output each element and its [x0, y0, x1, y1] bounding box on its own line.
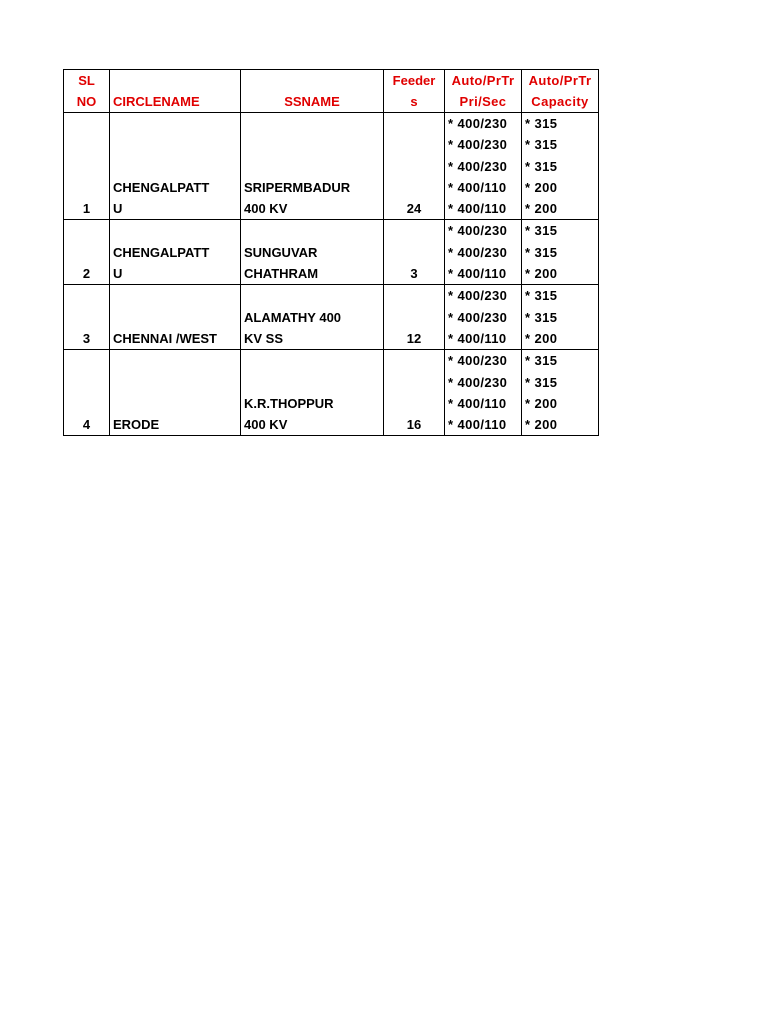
header-ss-label: SSNAME: [284, 94, 340, 109]
circlename-cell[interactable]: [110, 285, 241, 350]
auto-capacity-cell-line: * 315: [525, 353, 558, 369]
auto-capacity-cell-line: * 200: [525, 266, 558, 282]
sl-no-cell[interactable]: [64, 113, 110, 220]
feeders-cell-value: 12: [406, 330, 422, 346]
feeders-cell-value: 24: [406, 201, 422, 217]
circlename-cell-line: CHENGALPATT: [113, 179, 210, 195]
feeders-cell-value: 3: [410, 266, 418, 282]
header-auto-line: Pri/Sec: [459, 94, 507, 109]
ssname-cell-line: CHATHRAM: [244, 266, 319, 282]
auto-pri-sec-cell-line: * 400/230: [448, 137, 508, 153]
header-sl-line: SL: [78, 73, 95, 88]
circlename-cell[interactable]: [110, 113, 241, 220]
header-circle-label: CIRCLENAME: [113, 94, 200, 109]
sl-no-cell-value: 2: [82, 266, 91, 282]
auto-pri-sec-cell-line: * 400/230: [448, 223, 508, 239]
auto-pri-sec-cell-line: * 400/230: [448, 353, 508, 369]
feeders-cell[interactable]: [384, 113, 445, 220]
auto-capacity-cell-line: * 315: [525, 223, 558, 239]
table-row: [64, 285, 599, 350]
header-feeders-line: s: [410, 94, 418, 109]
auto-capacity-cell-line: * 315: [525, 116, 558, 131]
auto-capacity-cell-line: * 200: [525, 201, 558, 217]
auto-capacity-cell-line: * 200: [525, 330, 558, 346]
auto-pri-sec-cell-line: * 400/110: [448, 201, 507, 217]
feeders-cell[interactable]: [384, 220, 445, 285]
ssname-cell[interactable]: [241, 113, 384, 220]
auto-capacity-cell[interactable]: [522, 220, 599, 285]
header-feeders-line: Feeder: [392, 73, 436, 88]
header-ssname[interactable]: [241, 70, 384, 113]
header-sl-line: NO: [76, 94, 97, 109]
ssname-cell-line: 400 KV: [244, 417, 288, 433]
auto-pri-sec-cell[interactable]: [445, 113, 522, 220]
auto-pri-sec-cell-line: * 400/230: [448, 288, 508, 304]
circlename-cell[interactable]: [110, 220, 241, 285]
auto-pri-sec-cell-line: * 400/110: [448, 417, 507, 433]
feeders-cell[interactable]: [384, 285, 445, 350]
auto-pri-sec-cell[interactable]: [445, 350, 522, 436]
header-auto-line: Auto/PrTr: [451, 73, 515, 88]
auto-capacity-cell-line: * 315: [525, 374, 558, 390]
ssname-cell-line: SRIPERMBADUR: [244, 179, 351, 195]
feeders-cell[interactable]: [384, 350, 445, 436]
sl-no-cell-value: 1: [82, 201, 91, 217]
auto-pri-sec-cell-line: * 400/230: [448, 244, 508, 260]
auto-pri-sec-cell-line: * 400/110: [448, 395, 507, 411]
header-sl-no[interactable]: [64, 70, 110, 113]
sl-no-cell[interactable]: [64, 350, 110, 436]
auto-capacity-cell-line: * 315: [525, 137, 558, 153]
ssname-cell[interactable]: [241, 285, 384, 350]
header-capacity-line: Auto/PrTr: [528, 73, 592, 88]
sl-no-cell[interactable]: [64, 285, 110, 350]
header-auto-capacity[interactable]: [522, 70, 599, 113]
header-circlename[interactable]: [110, 70, 241, 113]
circlename-cell-line: CHENGALPATT: [113, 244, 210, 260]
table-row: [64, 350, 599, 436]
sl-no-cell[interactable]: [64, 220, 110, 285]
auto-capacity-cell-line: * 200: [525, 179, 558, 195]
ssname-cell-line: K.R.THOPPUR: [244, 395, 334, 411]
header-auto-pri-sec[interactable]: [445, 70, 522, 113]
auto-capacity-cell-line: * 200: [525, 417, 558, 433]
auto-pri-sec-cell-line: * 400/230: [448, 309, 508, 325]
circlename-cell-line: CHENNAI /WEST: [113, 330, 217, 346]
circlename-cell-line: ERODE: [113, 417, 160, 433]
table-row: [64, 113, 599, 220]
table-body: [64, 113, 599, 436]
header-row: [64, 70, 599, 113]
auto-capacity-cell-line: * 315: [525, 309, 558, 325]
feeders-cell-value: 16: [406, 417, 422, 433]
ssname-cell-line: 400 KV: [244, 201, 288, 217]
circlename-cell[interactable]: [110, 350, 241, 436]
ssname-cell-line: SUNGUVAR: [244, 244, 318, 260]
auto-capacity-cell[interactable]: [522, 285, 599, 350]
auto-capacity-cell-line: * 315: [525, 158, 558, 174]
circlename-cell-line: U: [113, 201, 123, 217]
ssname-cell-line: ALAMATHY 400: [244, 309, 342, 325]
substation-table: [63, 69, 599, 436]
ssname-cell[interactable]: [241, 350, 384, 436]
table-row: [64, 220, 599, 285]
auto-capacity-cell[interactable]: [522, 113, 599, 220]
auto-pri-sec-cell-line: * 400/230: [448, 374, 508, 390]
ssname-cell[interactable]: [241, 220, 384, 285]
sl-no-cell-value: 4: [82, 417, 91, 433]
auto-pri-sec-cell-line: * 400/230: [448, 158, 508, 174]
auto-capacity-cell-line: * 315: [525, 244, 558, 260]
auto-pri-sec-cell-line: * 400/110: [448, 179, 507, 195]
auto-capacity-cell-line: * 200: [525, 395, 558, 411]
sl-no-cell-value: 3: [82, 330, 91, 346]
auto-pri-sec-cell-line: * 400/110: [448, 266, 507, 282]
ssname-cell-line: KV SS: [244, 330, 284, 346]
auto-pri-sec-cell[interactable]: [445, 285, 522, 350]
circlename-cell-line: U: [113, 266, 123, 282]
auto-pri-sec-cell[interactable]: [445, 220, 522, 285]
auto-capacity-cell[interactable]: [522, 350, 599, 436]
auto-pri-sec-cell-line: * 400/230: [448, 116, 508, 131]
auto-capacity-cell-line: * 315: [525, 288, 558, 304]
auto-pri-sec-cell-line: * 400/110: [448, 330, 507, 346]
header-feeders[interactable]: [384, 70, 445, 113]
header-capacity-line: Capacity: [531, 94, 589, 109]
